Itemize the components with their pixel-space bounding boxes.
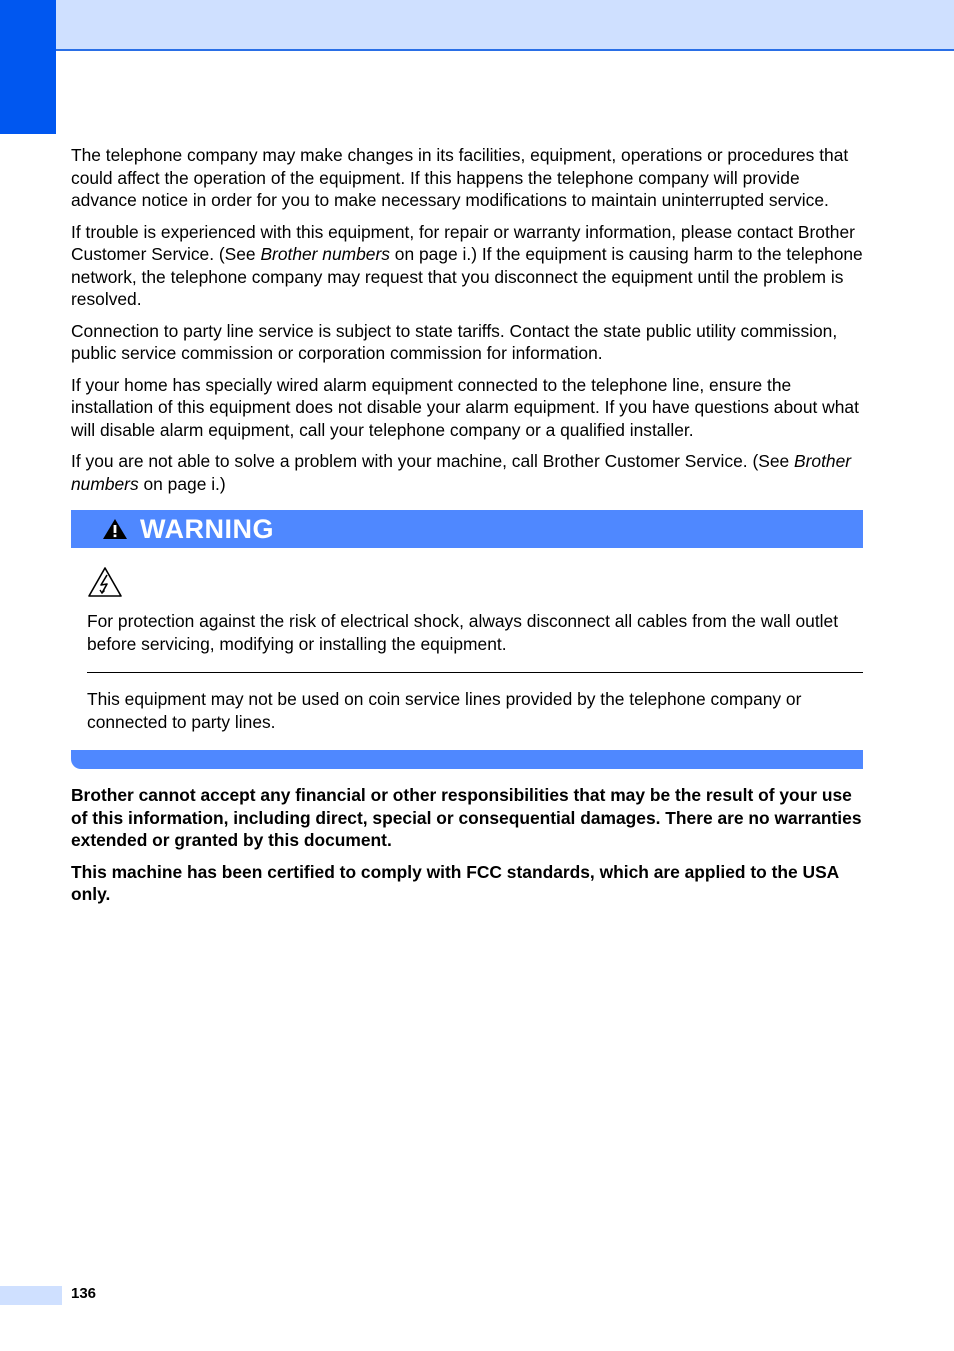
page-number-tab bbox=[0, 1286, 62, 1305]
paragraph-facility-changes: The telephone company may make changes in its facilities, equipment, operations or procedures that could affect the operation of the equipment. If this happens the telephone company will provide advance notice in order for you to make necessary modifications to maintain uninterrupted service. bbox=[71, 145, 849, 210]
trouble-text-start: If trouble is experienced with this equipment, for repair or warranty information, please contact Brother Customer Service. (See bbox=[71, 221, 855, 264]
brother-numbers-link[interactable]: Brother numbers bbox=[260, 244, 390, 264]
solve-text-end: on page i.) bbox=[138, 473, 226, 494]
electrical-shock-icon bbox=[87, 566, 123, 598]
paragraph-alarm: If your home has specially wired alarm equipment connected to the telephone line, ensure the installation of this equipment does not disable your alarm equipment. If you have questions about what will disable alarm equipment, call your telephone company or a qualified installer. bbox=[71, 374, 859, 440]
warning-footer-bar bbox=[71, 750, 863, 769]
warning-triangle-icon bbox=[102, 518, 128, 540]
chapter-tab bbox=[0, 0, 56, 134]
header-band bbox=[0, 0, 954, 51]
warning-title: WARNING bbox=[140, 513, 274, 544]
paragraph-solve-problem bbox=[71, 450, 863, 495]
warning-header bbox=[71, 510, 863, 548]
warning-body bbox=[71, 566, 863, 733]
disclaimer-block bbox=[71, 784, 863, 906]
page-number: 136 bbox=[71, 1285, 97, 1302]
disclaimer-liability: Brother cannot accept any financial or other responsibilities that may be the result of your use of this information, including direct, special or consequential damages. There are no warranties extended or granted by this document. bbox=[71, 785, 862, 850]
brother-numbers-link[interactable]: Brother numbers bbox=[71, 451, 852, 494]
warning-divider bbox=[87, 672, 863, 673]
paragraph-trouble bbox=[71, 221, 863, 311]
page-content bbox=[71, 144, 863, 915]
disclaimer-fcc: This machine has been certified to comply with FCC standards, which are applied to the USA only. bbox=[71, 861, 839, 904]
trouble-text-end: on page i.) If the equipment is causing harm to the telephone network, the telephone company may request that you disconnect the equipment until the problem is resolved. bbox=[71, 244, 863, 309]
warning-coin-text: This equipment may not be used on coin service lines provided by the telephone company or connected to party lines. bbox=[87, 689, 802, 732]
warning-shock-text: For protection against the risk of electrical shock, always disconnect all cables from the wall outlet before servicing, modifying or installing the equipment. bbox=[87, 611, 839, 654]
paragraph-party-line: Connection to party line service is subject to state tariffs. Contact the state public utility commission, public service commission or corporation commission for information. bbox=[71, 320, 838, 363]
solve-text-start: If you are not able to solve a problem with your machine, call Brother Customer Service. (See bbox=[71, 451, 795, 471]
